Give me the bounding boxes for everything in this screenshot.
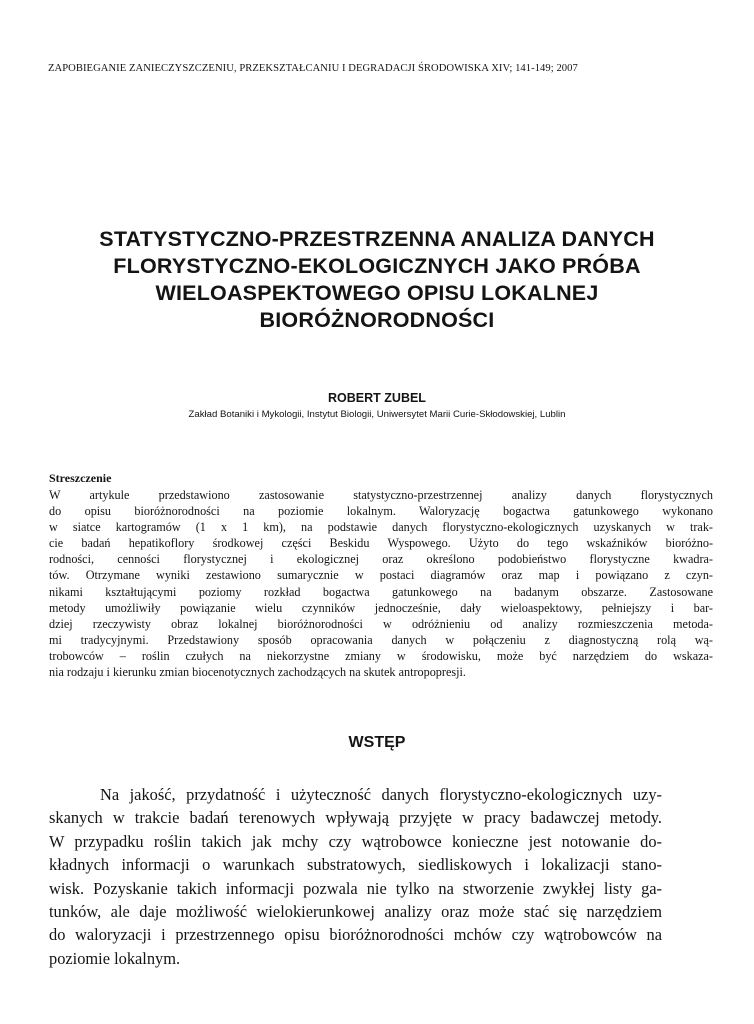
section-heading: WSTĘP: [348, 734, 406, 751]
author-affiliation: Zakład Botaniki i Mykologii, Instytut Biologii, Uniwersytet Marii Curie-Skłodowskiej, Lublin: [188, 409, 566, 420]
journal-header: ZAPOBIEGANIE ZANIECZYSZCZENIU, PRZEKSZTAŁCANIU I DEGRADACJI ŚRODOWISKA XIV; 141-149; 2007: [48, 63, 578, 74]
paragraph-line: Na jakość, przydatność i użyteczność danych florystyczno-ekologicznych uzy-: [100, 785, 662, 804]
paragraph-line: W przypadku roślin takich jak mchy czy wątrobowce konieczne jest notowanie do-: [49, 831, 662, 851]
abstract-line: metody umożliwiły powiązanie wielu czynników jednocześnie, dały wieloaspektowy, pełniejszy i bar-: [49, 600, 713, 615]
abstract-line: cie badań hepatikoflory środkowej części Beskidu Wyspowego. Użyto do tego wskaźników bioróżno-: [49, 536, 713, 551]
abstract-line: tów. Otrzymane wyniki zestawiono sumarycznie w postaci diagramów oraz map i powiązano z czyn-: [49, 568, 713, 583]
author-name: ROBERT ZUBEL: [328, 391, 426, 405]
intro-paragraph: [49, 783, 662, 970]
paragraph-line: skanych w trakcie badań terenowych wpływają przyjęte w pracy badawczej metody.: [49, 808, 662, 828]
paragraph-line: wisk. Pozyskanie takich informacji pozwala nie tylko na stworzenie zwykłej listy ga-: [49, 878, 662, 898]
abstract-line: do opisu bioróżnorodności na poziomie lokalnym. Waloryzację bogactwa gatunkowego wykonano: [49, 504, 713, 519]
paragraph-line: tunków, ale daje możliwość wielokierunkowej analizy oraz może stać się narzędziem: [49, 902, 662, 922]
abstract-body: [49, 487, 713, 680]
paragraph-line: do waloryzacji i przestrzennego opisu bioróżnorodności mchów czy wątrobowców na: [49, 925, 662, 945]
abstract-line: nia rodzaju i kierunku zmian biocenotycznych zachodzących na skutek antropopresji.: [49, 665, 466, 680]
abstract-line: rodności, cenności florystycznej i ekologicznej oraz określono podobieństwo florystyczne kwadra-: [49, 552, 713, 567]
title-line: FLORYSTYCZNO-EKOLOGICZNYCH JAKO PRÓBA: [113, 254, 641, 278]
abstract-line: nikami kształtującymi poziomy rozkład bogactwa gatunkowego na badanym obszarze. Zastosowane: [49, 584, 713, 599]
abstract-line: dziej rzeczywisty obraz lokalnej bioróżnorodności w odróżnieniu od analizy rozmieszczenia metoda-: [49, 616, 713, 631]
title-line: WIELOASPEKTOWEGO OPISU LOKALNEJ: [155, 281, 599, 305]
abstract-heading: Streszczenie: [49, 471, 112, 485]
abstract-line: mi tradycyjnymi. Przedstawiony sposób opracowania danych w połączeniu z diagnostyczną rolą wą-: [49, 632, 713, 647]
title-line: STATYSTYCZNO-PRZESTRZENNA ANALIZA DANYCH: [99, 227, 655, 251]
paragraph-line: poziomie lokalnym.: [49, 948, 181, 968]
title-line: BIORÓŻNORODNOŚCI: [259, 308, 495, 332]
abstract-line: trobowców – roślin czułych na niekorzystne zmiany w środowisku, może być narzędziem do wskaza-: [49, 648, 713, 663]
abstract-line: W artykule przedstawiono zastosowanie statystyczno-przestrzennej analizy danych florystycznych: [49, 488, 713, 502]
paragraph-line: kładnych informacji o warunkach substratowych, siedliskowych i lokalizacji stano-: [49, 855, 662, 875]
abstract-line: w siatce kartogramów (1 x 1 km), na podstawie danych florystyczno-ekologicznych uzyskanych w trak-: [49, 520, 713, 535]
article-title: [30, 226, 724, 334]
